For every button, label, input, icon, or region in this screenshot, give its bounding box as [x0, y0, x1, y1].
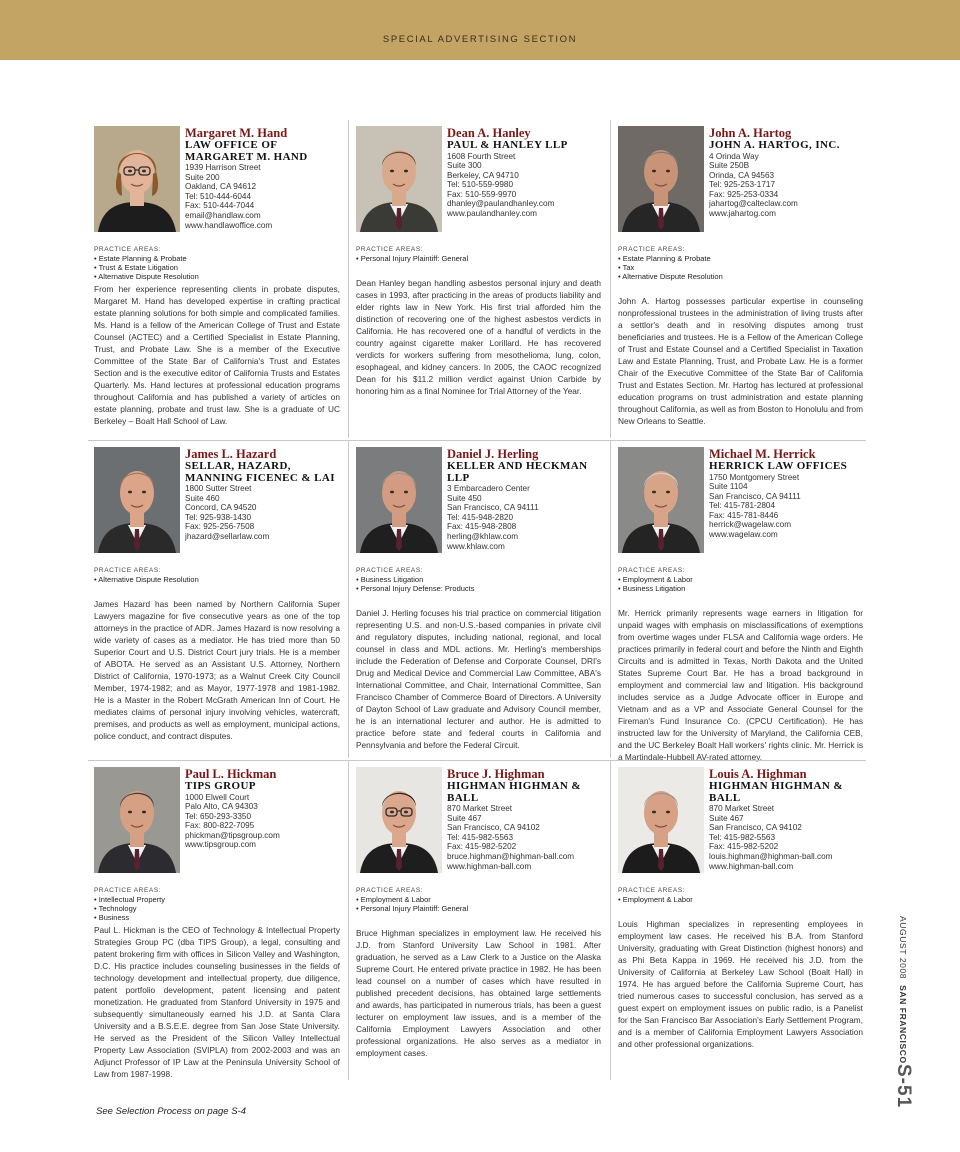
practice-areas-label: PRACTICE AREAS:	[94, 246, 162, 253]
card-header	[94, 767, 340, 885]
practice-area-item: • Personal Injury Plaintiff: General	[356, 904, 469, 913]
website-link[interactable]: www.paulandhanley.com	[447, 209, 537, 219]
attorney-name: Bruce J. Highman	[447, 767, 545, 781]
website-link[interactable]: www.khlaw.com	[447, 541, 505, 551]
address-line: Fax: 415-982-5202	[709, 842, 779, 852]
website-link[interactable]: www.wagelaw.com	[709, 530, 778, 540]
address-line: Fax: 925-256-7508	[185, 522, 255, 532]
address-line: Suite 450	[447, 493, 482, 503]
attorney-card	[610, 120, 868, 438]
firm-name: BALL	[709, 791, 741, 804]
practice-area-item: • Personal Injury Defense: Products	[356, 584, 475, 593]
website-link[interactable]: www.jahartog.com	[709, 209, 776, 219]
attorney-bio: Mr. Herrick primarily represents wage earners in litigation for unpaid wages with emphasis on misclassifications of exemptions from overtime wages under FLSA and California wage orders. He practices primarily in federal court and before the Ninth and Eighth Circuits and is admitted in Texas, North Dakota and the United States Supreme Court Bar. He has a broad background in employment and commercial law and litigation. His background includes service as a Judge Advocate officer in Europe and Vietnam and as a VP and Associate General Counsel for the Fireman's Fund Insurance Co. (CPCU Certification). He has instructed law for the University of Maryland, the California CEB, and the UC Berkeley Boalt Hall workers' rights clinic. Mr. Herrick is a Martindale-Hubbell AV-rated attorney.	[618, 608, 863, 762]
attorney-photo	[618, 767, 704, 873]
firm-name: SELLAR, HAZARD,	[185, 460, 291, 472]
practice-areas-label: PRACTICE AREAS:	[94, 887, 162, 894]
attorney-name: Paul L. Hickman	[185, 767, 277, 781]
address-line: Suite 200	[185, 172, 220, 182]
address-line: 1800 Sutter Street	[185, 484, 252, 493]
firm-name: HERRICK LAW OFFICES	[709, 460, 848, 472]
address-line: Suite 460	[185, 493, 220, 503]
practice-area-item: • Intellectual Property	[94, 895, 165, 904]
website-link[interactable]: www.highman-ball.com	[447, 861, 532, 871]
address-line: Suite 250B	[709, 161, 750, 171]
contact-block	[704, 126, 863, 244]
contact-block	[180, 447, 340, 565]
card-header	[356, 447, 601, 565]
address-line: Tel: 650-293-3350	[185, 811, 252, 821]
contact-block	[442, 447, 601, 565]
website-link[interactable]: www.highman-ball.com	[709, 861, 794, 871]
address-line: Tel: 510-444-6044	[185, 191, 252, 201]
advertising-banner	[0, 0, 960, 60]
issue-date: AUGUST 2008	[898, 916, 908, 980]
attorney-bio: Daniel J. Herling focuses his trial practice on commercial litigation representing U.S. and non-U.S.-based companies in private civil and regulatory disputes, including national, regional, and local counsel in class and MDL actions. Mr. Herling's memberships include the Federation of Defense and Corporate Counsel, DRI's Drug and Medical Device and Commercial Law Committee, ABA's International Committee, and Chair, International Committee, San Francisco Chamber of Commerce Board of Directors. A University of Dayton School of Law graduate and Advisory Council member, he is an international lecturer and author. He is admitted to practice before state and federal courts in California and Pennsylvania and before the Federal Circuit.	[356, 608, 601, 750]
practice-area-item: • Technology	[94, 904, 137, 913]
practice-area-item: • Estate Planning & Probate	[618, 254, 711, 263]
address-line: Fax: 800-822-7095	[185, 821, 255, 831]
address-line: Fax: 510-559-9970	[447, 189, 517, 199]
contact-block	[704, 767, 863, 885]
attorney-card	[610, 441, 868, 762]
firm-name: TIPS GROUP	[185, 780, 256, 792]
email-link[interactable]: bruce.highman@highman-ball.com	[447, 851, 575, 861]
practice-area-item: • Personal Injury Plaintiff: General	[356, 254, 469, 263]
address-block	[185, 793, 340, 851]
attorney-bio: James Hazard has been named by Northern California Super Lawyers magazine for five consecutive years as one of the top attorneys in the practice of ADR. James Hazard is now resolving a wide variety of cases as a mediator. He has tried more than 50 Superior Court and U.S. District Court jury trials. He is a member of ABOTA. He served as an Assistant U.S. Attorney, Northern District of California, 1970-1973; as a Walnut Creek City Council Member, 1974-1982; and as Mayor, 1977-1978 and 1981-1982. He is a Master in the Robert McGrath American Inn of Court. He mediates claims of personal injury involving vehicles, watercraft, premises, and products as well as employment, municipal actions, police conduct, and contract disputes.	[94, 599, 340, 741]
practice-areas-label: PRACTICE AREAS:	[618, 887, 686, 894]
practice-areas-label: PRACTICE AREAS:	[356, 246, 424, 253]
address-line: Fax: 415-982-5202	[447, 842, 517, 852]
address-line: Tel: 415-781-2804	[709, 501, 776, 511]
address-line: Fax: 925-253-0334	[709, 189, 779, 199]
card-header	[618, 767, 863, 885]
attorney-bio: Paul L. Hickman is the CEO of Technology & Intellectual Property Strategies Group PC (dba TIPS Group), a legal, consulting and patent brokering firm with offices in Silicon Valley and Washington, D.C. His practice includes counseling businesses in the fields of technology development and intellectual property, due diligence, patent portfolio development, patent licensing and patent monetization. He graduated from Stanford University in 1975 and subsequently simultaneously earned his J.D. at Santa Clara University and a B.S.E.E. degree from San Jose State University. He served as the President of the Silicon Valley Intellectual Property Law Association (SVIPLA) from 2002-2003 and was an Adjunct Professor of IP Law at the Peninsula University School of Law from 1987-1998.	[94, 925, 340, 1079]
practice-area-item: • Employment & Labor	[618, 575, 693, 584]
attorney-name: John A. Hartog	[709, 126, 792, 140]
address-block	[447, 484, 601, 551]
attorney-photo	[94, 447, 180, 553]
address-line: Fax: 415-781-8446	[709, 510, 779, 520]
practice-area-item: • Estate Planning & Probate	[94, 254, 187, 263]
attorney-card	[88, 441, 346, 758]
attorney-photo	[94, 126, 180, 232]
email-link[interactable]: dhanley@paulandhanley.com	[447, 199, 555, 209]
attorney-row	[88, 760, 866, 1080]
banner-title: SPECIAL ADVERTISING SECTION	[382, 34, 578, 45]
practice-area-item: • Alternative Dispute Resolution	[94, 272, 199, 281]
email-link[interactable]: jahartog@calteclaw.com	[709, 199, 798, 209]
contact-block	[442, 767, 601, 885]
firm-name: PAUL & HANLEY LLP	[447, 139, 568, 151]
card-header	[618, 126, 863, 244]
attorney-name: Louis A. Highman	[709, 767, 807, 781]
firm-name: MARGARET M. HAND	[185, 150, 308, 163]
address-line: Tel: 415-982-5563	[447, 832, 514, 842]
email-link[interactable]: jhazard@sellarlaw.com	[185, 531, 270, 541]
magazine-name: SAN FRANCISCO	[898, 985, 908, 1064]
address-line: Berkeley, CA 94710	[447, 170, 519, 180]
page-number-text: S-51	[893, 1064, 914, 1109]
contact-block	[180, 767, 340, 885]
attorney-bio: John A. Hartog possesses particular expertise in counseling nonprofessional trustees in the administration of living trusts after a settlor's death and in resolving disputes among trust beneficiaries and trustees. He is a Fellow of the American College of Trust and Estate Counsel and a Certified Specialist in Taxation Law and Estate Planning, Trust, and Probate Law. He is a former Chair of the Executive Committee of the State Bar of California Trust and Estates Section. Mr. Hartog has lectured at professional education programs on trust administration and estate planning throughout California, as well as from Boston to Honolulu and from New Orleans to Seattle.	[618, 296, 863, 426]
attorney-photo	[618, 126, 704, 232]
address-line: Oakland, CA 94612	[185, 182, 257, 192]
attorney-bio: Dean Hanley began handling asbestos personal injury and death cases in 1993, after practicing in the areas of products liability and elder rights law in New York. His first trial afforded him the distinction of recovering one of the highest asbestos verdicts in California. He has recovered one of a handful of verdicts in the country against cigarette maker Lorillard. He has recovered verdicts for workers suffering from mesothelioma, lung, colon, esophageal, and kidney cancers. In 2005, the CAOC recognized Dean for his $11.2 million verdict against Union Carbide by honoring him as a final Nominee for Trial Attorney of the Year.	[356, 278, 601, 396]
practice-areas-label: PRACTICE AREAS:	[356, 887, 424, 894]
practice-area-item: • Trust & Estate Litigation	[94, 263, 178, 272]
attorney-photo	[356, 767, 442, 873]
address-line: Tel: 925-253-1717	[709, 180, 776, 190]
email-link[interactable]: louis.highman@highman-ball.com	[709, 851, 833, 861]
address-line: 870 Market Street	[709, 804, 775, 813]
firm-name: HIGHMAN HIGHMAN &	[709, 780, 843, 792]
firm-name: LLP	[447, 471, 470, 484]
practice-areas-label: PRACTICE AREAS:	[94, 567, 162, 574]
attorney-bio: From her experience representing clients in probate disputes, Margaret M. Hand has developed expertise in crafting practical estate planning solutions for both simple and complicated families. Ms. Hand is a fellow of the American College of Trust and Estate Counsel (ACTEC) and a Certified Specialist in Estate Planning, Trust, and Probate Law. She is a member of the Executive Committee of the State Bar of California's Trust and Estates Section and is the executive editor of California Trusts and Estates Quarterly. Ms. Hand lectures at professional education programs throughout California and has published a variety of articles on estate planning, probate and trust law. She is a graduate of UC Berkeley – Boalt Hall School of Law.	[94, 284, 340, 426]
address-line: Tel: 510-559-9980	[447, 180, 514, 190]
attorney-card	[348, 120, 606, 438]
attorney-photo	[94, 767, 180, 873]
card-header	[356, 767, 601, 885]
attorney-card	[348, 441, 606, 758]
firm-name: HIGHMAN HIGHMAN &	[447, 780, 581, 792]
address-line: 870 Market Street	[447, 804, 513, 813]
practice-area-item: • Alternative Dispute Resolution	[618, 272, 723, 281]
attorney-card	[610, 761, 868, 1080]
address-line: Suite 467	[709, 813, 744, 823]
address-line: Fax: 415-948-2808	[447, 522, 517, 532]
footer-note: See Selection Process on page S-4	[96, 1106, 246, 1117]
address-block	[185, 484, 340, 542]
practice-area-item: • Business Litigation	[356, 575, 424, 584]
address-line: Concord, CA 94520	[185, 503, 257, 513]
practice-areas-label: PRACTICE AREAS:	[618, 246, 686, 253]
address-line: Tel: 925-938-1430	[185, 512, 252, 522]
firm-name: KELLER AND HECKMAN	[447, 460, 588, 472]
attorney-bio: Bruce Highman specializes in employment law. He received his J.D. from Stanford University Law School in 1981. After graduation, he served as a Law Clerk to a Justice on the Alaska Supreme Court. He entered private practice in 1982. He has been lead counsel on a number of cases which have resulted in published precedent decisions, has obtained large settlements and awards, has participated in numerous trials, has been a guest lecturer on employment law issues, and is a member of the California Employment Lawyers Association and other professional organizations. He also serves as a mediator in employment cases.	[356, 928, 601, 1058]
address-line: Suite 1104	[709, 482, 748, 492]
attorney-photo	[356, 447, 442, 553]
address-line: 1750 Montgomery Street	[709, 472, 800, 482]
firm-name: LAW OFFICE OF	[185, 139, 278, 151]
attorney-name: James L. Hazard	[185, 447, 277, 461]
address-line: 4 Orinda Way	[709, 151, 759, 161]
address-line: Orinda, CA 94563	[709, 170, 775, 180]
address-line: Fax: 510-444-7044	[185, 201, 255, 211]
address-line: Suite 467	[447, 813, 482, 823]
address-line: Tel: 415-982-5563	[709, 832, 776, 842]
attorney-name: Dean A. Hanley	[447, 126, 531, 140]
firm-name: BALL	[447, 791, 479, 804]
practice-area-item: • Business Litigation	[618, 584, 686, 593]
practice-area-item: • Employment & Labor	[618, 895, 693, 904]
card-header	[618, 447, 863, 565]
email-link[interactable]: phickman@tipsgroup.com	[185, 830, 280, 840]
attorney-photo	[356, 126, 442, 232]
address-block	[709, 473, 863, 540]
email-link[interactable]: email@handlaw.com	[185, 210, 261, 220]
address-block	[709, 804, 863, 871]
website-link[interactable]: www.tipsgroup.com	[185, 840, 256, 850]
practice-area-item: • Business	[94, 913, 130, 922]
website-link[interactable]: www.handlawoffice.com	[185, 220, 273, 230]
address-block	[185, 163, 340, 230]
practice-area-item: • Alternative Dispute Resolution	[94, 575, 199, 584]
card-header	[94, 126, 340, 244]
address-line: 1939 Harrison Street	[185, 163, 261, 172]
practice-areas-label: PRACTICE AREAS:	[356, 567, 424, 574]
address-line: 1608 Fourth Street	[447, 151, 516, 161]
attorney-card	[88, 761, 346, 1080]
address-line: Tel: 415-948-2820	[447, 512, 514, 522]
address-block	[709, 152, 863, 219]
practice-area-item: • Tax	[618, 263, 635, 272]
address-line: San Francisco, CA 94102	[709, 823, 802, 833]
attorney-name: Michael M. Herrick	[709, 447, 816, 461]
attorney-card	[88, 120, 346, 438]
contact-block	[442, 126, 601, 244]
practice-areas-label: PRACTICE AREAS:	[618, 567, 686, 574]
address-line: San Francisco, CA 94111	[447, 503, 539, 513]
address-line: 3 Embarcadero Center	[447, 484, 530, 493]
address-line: Suite 300	[447, 161, 482, 171]
firm-name: MANNING FICENEC & LAI	[185, 471, 335, 484]
contact-block	[704, 447, 863, 565]
address-line: 1000 Elwell Court	[185, 792, 250, 802]
card-header	[356, 126, 601, 244]
contact-block	[180, 126, 340, 244]
attorney-name: Margaret M. Hand	[185, 126, 288, 140]
address-block	[447, 804, 601, 871]
address-line: Palo Alto, CA 94303	[185, 802, 258, 812]
address-line: San Francisco, CA 94111	[709, 491, 801, 501]
attorney-card	[348, 761, 606, 1080]
email-link[interactable]: herrick@wagelaw.com	[709, 520, 792, 530]
email-link[interactable]: herling@khlaw.com	[447, 531, 519, 541]
attorney-bio: Louis Highman specializes in representing employees in employment law cases. He received his B.A. from Stanford University, graduating with Great Distinction (highest honors) and as Phi Beta Kappa in 1969. He received his J.D. from the University of California at Berkeley Law School (Boalt Hall) in 1974. He has argued before the California Supreme Court, has tried numerous cases to successful conclusion, has served as a guest expert on employment issues on public radio, is a Panelist for the San Francisco Bar Association's Early Settlement Program, and is a member of California Employment Lawyers Association and other professional organizations.	[618, 919, 863, 1049]
firm-name: JOHN A. HARTOG, INC.	[709, 139, 840, 151]
card-header	[94, 447, 340, 565]
attorney-row	[88, 120, 866, 438]
attorney-row	[88, 440, 866, 762]
attorney-name: Daniel J. Herling	[447, 447, 539, 461]
attorney-photo	[618, 447, 704, 553]
address-line: San Francisco, CA 94102	[447, 823, 540, 833]
practice-area-item: • Employment & Labor	[356, 895, 431, 904]
address-block	[447, 152, 601, 219]
